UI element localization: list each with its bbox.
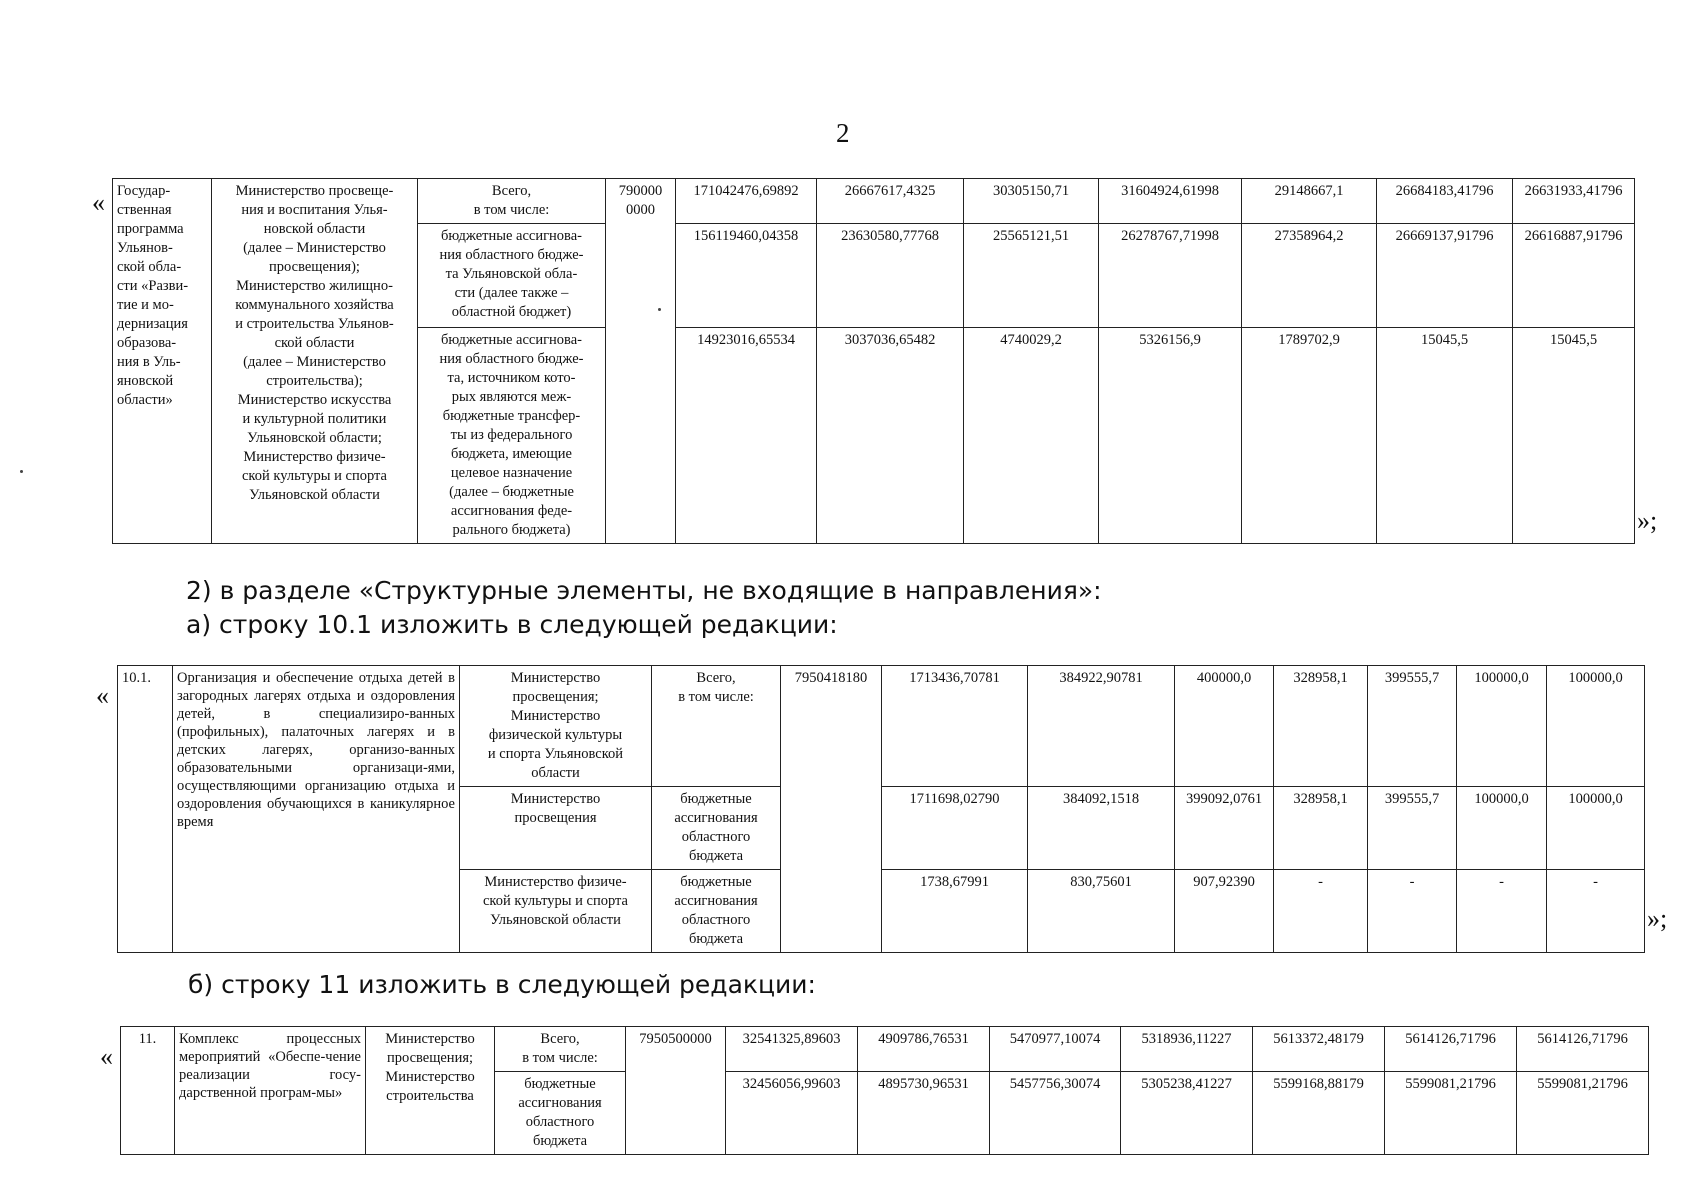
cell-line: Министерство физиче-: [484, 874, 627, 890]
amount-cell: 5457756,30074: [990, 1072, 1121, 1155]
federal-amount-cell: 4740029,2: [964, 328, 1099, 544]
amount-cell: -: [1368, 870, 1457, 953]
executor-cell: [460, 870, 652, 953]
federal-amount-cell: 14923016,65534: [676, 328, 817, 544]
cell-line: бюджета, имеющие: [451, 446, 572, 462]
cell-line: ассигнования: [674, 810, 758, 826]
cell-line: сти «Разви-: [117, 278, 189, 294]
amount-cell: 400000,0: [1175, 666, 1274, 787]
cell-line: Всего,: [696, 670, 736, 686]
cell-line: Ульяновской области: [249, 487, 380, 503]
cell-line: ской культуры и спорта: [483, 893, 628, 909]
source-total-cell: [495, 1027, 626, 1072]
regional-amount-cell: 23630580,77768: [817, 224, 964, 328]
amount-cell: 384092,1518: [1028, 787, 1175, 870]
total-amount-cell: 31604924,61998: [1099, 179, 1242, 224]
regional-amount-cell: 26669137,91796: [1377, 224, 1513, 328]
regional-amount-cell: 26616887,91796: [1513, 224, 1635, 328]
cell-line: Ульяновской области;: [247, 430, 382, 446]
cell-line: та, источником кото-: [447, 370, 576, 386]
cell-line: Министерство искусства: [237, 392, 392, 408]
amount-cell: 32456056,99603: [726, 1072, 858, 1155]
amount-cell: 100000,0: [1547, 666, 1645, 787]
code-cell: [606, 179, 676, 544]
cell-line: Министерство физиче-: [243, 449, 386, 465]
cell-line: Всего,: [540, 1031, 580, 1047]
page-number: 2: [836, 118, 850, 148]
cell-line: (далее – Министерство: [243, 240, 386, 256]
cell-line: Ульяновской области: [490, 912, 621, 928]
cell-line: программа: [117, 221, 184, 237]
amount-cell: 907,92390: [1175, 870, 1274, 953]
cell-line: областного: [681, 829, 751, 845]
cell-line: Министерство: [385, 1069, 475, 1085]
total-amount-cell: 171042476,69892: [676, 179, 817, 224]
source-total-cell: [652, 666, 781, 787]
amount-cell: -: [1457, 870, 1547, 953]
source-regional-cell: [652, 787, 781, 870]
regional-amount-cell: 156119460,04358: [676, 224, 817, 328]
table2-open-quote: «: [96, 681, 109, 710]
cell-line: бюджетные: [680, 791, 752, 807]
cell-line: Министерство: [510, 708, 601, 724]
subsection-heading-b: б) строку 11 изложить в следующей редакции:: [188, 970, 816, 999]
table2-close-quote: »;: [1647, 904, 1668, 933]
scan-speck: [658, 308, 661, 311]
cell-line: бюджетные: [680, 874, 752, 890]
cell-line: бюджета: [688, 848, 744, 864]
amount-cell: 5599081,21796: [1385, 1072, 1517, 1155]
cell-line: сти (далее также –: [454, 285, 569, 301]
federal-amount-cell: 5326156,9: [1099, 328, 1242, 544]
cell-line: Министерство: [385, 1031, 475, 1047]
cell-line: ния в Уль-: [117, 354, 181, 370]
cell-line: 790000: [618, 183, 663, 199]
cell-line: областной бюджет): [451, 304, 572, 320]
amount-cell: 5305238,41227: [1121, 1072, 1253, 1155]
cell-line: (далее – бюджетные: [449, 484, 574, 500]
total-amount-cell: 26684183,41796: [1377, 179, 1513, 224]
amount-cell: 399092,0761: [1175, 787, 1274, 870]
table1-close-quote: »;: [1637, 506, 1658, 535]
cell-line: ассигнования: [674, 893, 758, 909]
cell-line: Министерство просвеще-: [235, 183, 394, 199]
regional-amount-cell: 27358964,2: [1242, 224, 1377, 328]
cell-line: (далее – Министерство: [243, 354, 386, 370]
amount-cell: 384922,90781: [1028, 666, 1175, 787]
cell-line: ния областного бюдже-: [439, 351, 584, 367]
cell-line: в том числе:: [678, 689, 754, 705]
source-federal-cell: [418, 328, 606, 544]
amount-cell: 1713436,70781: [882, 666, 1028, 787]
row-number-cell: 10.1.: [118, 666, 173, 953]
cell-line: области: [531, 765, 580, 781]
cell-line: просвещения);: [269, 259, 360, 275]
cell-line: ты из федерального: [450, 427, 573, 443]
source-regional-cell: [495, 1072, 626, 1155]
cell-line: бюджетные: [524, 1076, 596, 1092]
amount-cell: 328958,1: [1274, 666, 1368, 787]
regional-amount-cell: 25565121,51: [964, 224, 1099, 328]
amount-cell: 100000,0: [1457, 787, 1547, 870]
cell-line: физической культуры: [488, 727, 623, 743]
program-table: [112, 178, 1635, 544]
cell-line: дернизация: [117, 316, 188, 332]
cell-line: ассигнования: [518, 1095, 602, 1111]
row-11-table: [120, 1026, 1649, 1155]
amount-cell: 4909786,76531: [858, 1027, 990, 1072]
amount-cell: 5470977,10074: [990, 1027, 1121, 1072]
row-number-cell: 11.: [121, 1027, 175, 1155]
cell-line: ской обла-: [117, 259, 182, 275]
table1-open-quote: «: [92, 188, 105, 217]
element-name-cell: Комплекс процессных мероприятий «Обеспе-чение реализации госу-дарственной програм-мы»: [175, 1027, 366, 1155]
cell-line: Ульянов-: [117, 240, 173, 256]
amount-cell: 328958,1: [1274, 787, 1368, 870]
amount-cell: 5318936,11227: [1121, 1027, 1253, 1072]
cell-line: и спорта Ульяновской: [487, 746, 624, 762]
cell-line: яновской: [117, 373, 174, 389]
cell-line: бюджетные ассигнова-: [441, 332, 582, 348]
cell-line: в том числе:: [522, 1050, 598, 1066]
total-amount-cell: 30305150,71: [964, 179, 1099, 224]
cell-line: ственная: [117, 202, 172, 218]
federal-amount-cell: 1789702,9: [1242, 328, 1377, 544]
cell-line: образова-: [117, 335, 177, 351]
amount-cell: 5599081,21796: [1517, 1072, 1649, 1155]
cell-line: Министерство: [510, 670, 601, 686]
executor-cell: [366, 1027, 495, 1155]
cell-line: новской области: [263, 221, 366, 237]
federal-amount-cell: 15045,5: [1377, 328, 1513, 544]
federal-amount-cell: 15045,5: [1513, 328, 1635, 544]
executors-cell: [212, 179, 418, 544]
cell-line: просвещения: [514, 810, 597, 826]
cell-line: бюджета: [688, 931, 744, 947]
amount-cell: -: [1547, 870, 1645, 953]
cell-line: в том числе:: [473, 202, 550, 218]
program-name-cell: [113, 179, 212, 544]
cell-line: областного: [681, 912, 751, 928]
cell-line: просвещения;: [512, 689, 599, 705]
source-regional-cell: [418, 224, 606, 328]
amount-cell: -: [1274, 870, 1368, 953]
cell-line: бюджетные ассигнова-: [441, 228, 582, 244]
total-amount-cell: 26631933,41796: [1513, 179, 1635, 224]
scan-speck: [20, 470, 23, 473]
cell-line: Государ-: [117, 183, 171, 199]
amount-cell: 4895730,96531: [858, 1072, 990, 1155]
amount-cell: 5599168,88179: [1253, 1072, 1385, 1155]
code-cell: 7950418180: [781, 666, 882, 953]
source-total-cell: [418, 179, 606, 224]
cell-line: рального бюджета): [452, 522, 571, 538]
cell-line: Министерство: [510, 791, 601, 807]
amount-cell: 100000,0: [1547, 787, 1645, 870]
executor-cell: [460, 666, 652, 787]
cell-line: бюджетные трансфер-: [442, 408, 581, 424]
amount-cell: 5614126,71796: [1517, 1027, 1649, 1072]
cell-line: Министерство жилищно-: [236, 278, 393, 294]
cell-line: просвещения;: [386, 1050, 474, 1066]
cell-line: 0000: [626, 202, 655, 218]
cell-line: ской культуры и спорта: [242, 468, 387, 484]
cell-line: бюджета: [532, 1133, 588, 1149]
cell-line: и культурной политики: [242, 411, 387, 427]
element-name-cell: Организация и обеспечение отдыха детей в загородных лагерях отдыха и оздоровления детей, в специализиро-ванных (профильных), палаточных лагерях и в детских лагерях, организо-ванных образовательными организаци-ями, осуществляющими организацию отдыха и оздоровления обучающихся в каникулярное время: [173, 666, 460, 953]
cell-line: области»: [117, 392, 173, 408]
amount-cell: 1738,67991: [882, 870, 1028, 953]
amount-cell: 100000,0: [1457, 666, 1547, 787]
regional-amount-cell: 26278767,71998: [1099, 224, 1242, 328]
amount-cell: 32541325,89603: [726, 1027, 858, 1072]
source-regional-cell: [652, 870, 781, 953]
cell-line: ния и воспитания Улья-: [241, 202, 388, 218]
cell-line: рых являются меж-: [451, 389, 572, 405]
total-amount-cell: 26667617,4325: [817, 179, 964, 224]
row-10-1-table: [117, 665, 1645, 953]
cell-line: та Ульяновской обла-: [445, 266, 578, 282]
amount-cell: 5613372,48179: [1253, 1027, 1385, 1072]
cell-line: тие и мо-: [117, 297, 174, 313]
amount-cell: 399555,7: [1368, 666, 1457, 787]
cell-line: областного: [525, 1114, 595, 1130]
table3-open-quote: «: [100, 1042, 113, 1071]
amount-cell: 830,75601: [1028, 870, 1175, 953]
cell-line: ассигнования феде-: [450, 503, 573, 519]
cell-line: строительства);: [266, 373, 363, 389]
section-heading: 2) в разделе «Структурные элементы, не входящие в направления»:: [186, 576, 1102, 605]
cell-line: ния областного бюдже-: [439, 247, 584, 263]
amount-cell: 399555,7: [1368, 787, 1457, 870]
cell-line: целевое назначение: [450, 465, 573, 481]
executor-cell: [460, 787, 652, 870]
amount-cell: 1711698,02790: [882, 787, 1028, 870]
federal-amount-cell: 3037036,65482: [817, 328, 964, 544]
cell-line: Всего,: [491, 183, 532, 199]
code-cell: 7950500000: [626, 1027, 726, 1155]
total-amount-cell: 29148667,1: [1242, 179, 1377, 224]
amount-cell: 5614126,71796: [1385, 1027, 1517, 1072]
cell-line: и строительства Ульянов-: [235, 316, 394, 332]
cell-line: коммунального хозяйства: [235, 297, 394, 313]
cell-line: строительства: [386, 1088, 474, 1104]
cell-line: ской области: [274, 335, 355, 351]
subsection-heading-a: а) строку 10.1 изложить в следующей редакции:: [186, 610, 838, 639]
